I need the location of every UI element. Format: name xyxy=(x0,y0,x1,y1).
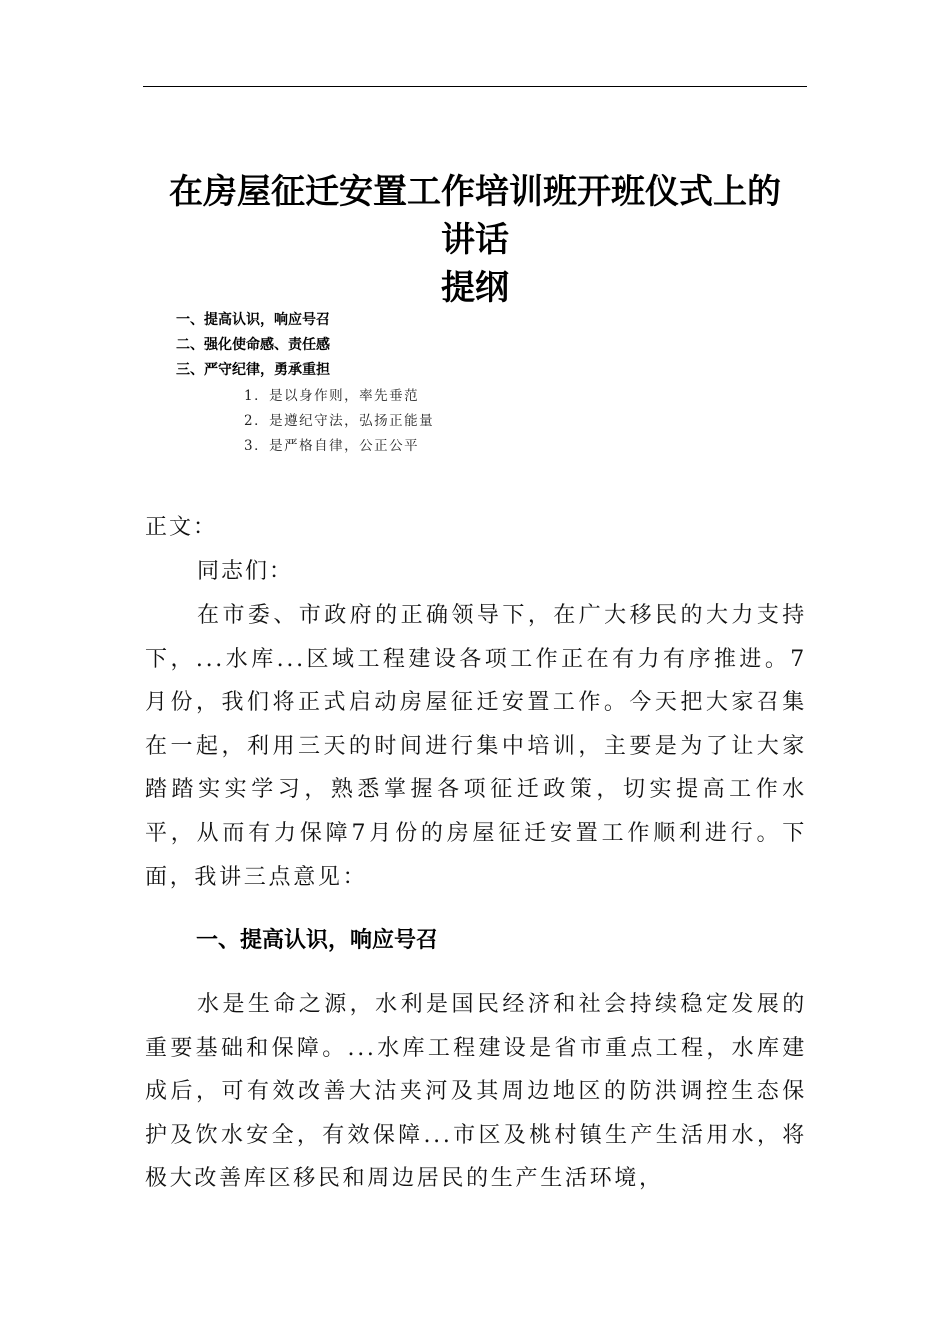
title-line-1: 在房屋征迁安置工作培训班开班仪式上的 xyxy=(169,172,781,212)
outline-item-3: 三、严守纪律，勇承重担 xyxy=(176,362,330,378)
intro-paragraph: 在市委、市政府的正确领导下，在广大移民的大力支持下，...水库...区域工程建设各项工作正在有力有序推进。7月份，我们将正式启动房屋征迁安置工作。今天把大家召集在一起，利用三天的时间进行集中培训，主要是为了让大家踏踏实实学习，熟悉掌握各项征迁政策，切实提高工作水平，从而有力保障7月份的房屋征迁安置工作顺利进行。下面，我讲三点意见： xyxy=(145,603,807,890)
outline-subitem-3: 3．是严格自律，公正公平 xyxy=(244,438,420,454)
section-heading-1: 一、提高认识，响应号召 xyxy=(196,928,439,953)
section1-paragraph: 水是生命之源，水利是国民经济和社会持续稳定发展的重要基础和保障。...水库工程建设是省市重点工程，水库建成后，可有效改善大沽夹河及其周边地区的防洪调控生态保护及饮水安全，有效保障...市区及桃村镇生产生活用水，将极大改善库区移民和周边居民的生产生活环境， xyxy=(145,992,807,1192)
outline-subitem-2: 2．是遵纪守法，弘扬正能量 xyxy=(244,413,435,429)
outline-item-1: 一、提高认识，响应号召 xyxy=(176,312,330,328)
outline-subitem-1: 1．是以身作则，率先垂范 xyxy=(244,388,420,404)
title-line-2: 讲话 xyxy=(441,220,509,260)
header-rule xyxy=(143,86,807,87)
salutation: 同志们： xyxy=(197,559,294,584)
outline-item-2: 二、强化使命感、责任感 xyxy=(176,337,330,353)
title-line-3: 提纲 xyxy=(441,268,509,308)
document-title xyxy=(143,168,807,312)
body-label: 正文： xyxy=(145,515,218,540)
